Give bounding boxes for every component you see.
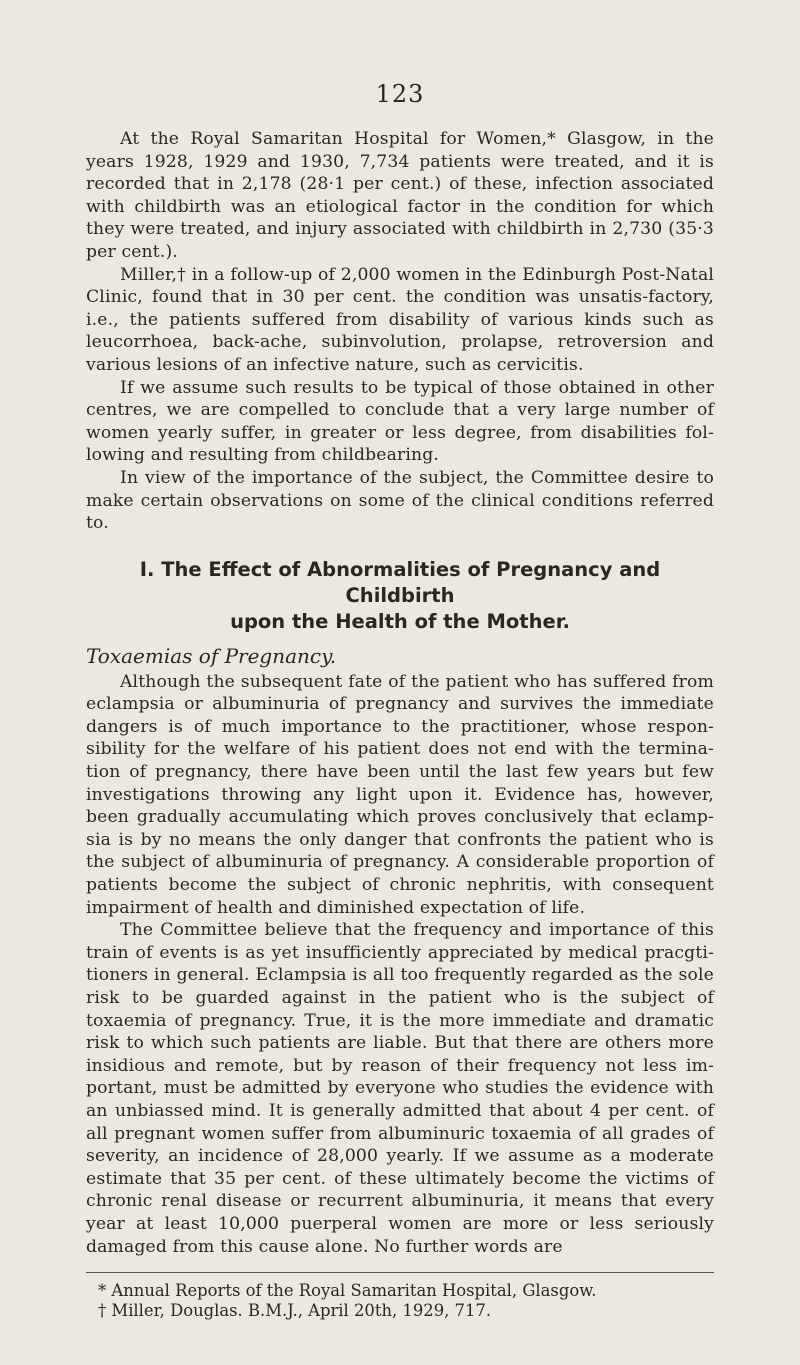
section-heading-line-1: I. The Effect of Abnormalities of Pregnancy and Childbirth (139, 557, 661, 607)
page-body (86, 128, 714, 1321)
paragraph-eclampsia-fate: Although the subsequent fate of the patient who has suffered from eclampsia or albuminuria of pregnancy and survives the immediate dangers is of much importance to the practitioner, whose respon-sibility for the welfare of his patient does not end with the termina-tion of pregnancy, there have been until the last few years but few investigations throwing any light upon it. Evidence has, however, been gradually accumulating which proves conclusively that eclamp-sia is by no means the only danger that confronts the patient who is the subject of albuminuria of pregnancy. A considerable proportion of patients become the subject of chronic nephritis, with consequent impairment of health and diminished expectation of life. (86, 671, 714, 918)
subsection-heading: Toxaemias of Pregnancy. (86, 643, 337, 668)
paragraph-assumption: If we assume such results to be typical of those obtained in other centres, we are compelled to conclude that a very large number of women yearly suffer, in greater or less degree, from disabilities fol-lowing and resulting from childbearing. (86, 377, 714, 466)
paragraph-royal-samaritan: At the Royal Samaritan Hospital for Women,* Glasgow, in the years 1928, 1929 and 1930, 7,734 patients were treated, and it is recorded that in 2,178 (28·1 per cent.) of these, infection associated with childbirth was an etiological factor in the condition for which they were treated, and injury associated with childbirth in 2,730 (35·3 per cent.). (86, 129, 714, 262)
footnote-annual-reports: * Annual Reports of the Royal Samaritan Hospital, Glasgow. (98, 1281, 597, 1301)
paragraph-committee-observations: In view of the importance of the subject, the Committee desire to make certain observations on some of the clinical conditions referred to. (86, 467, 714, 534)
page-number: 123 (375, 80, 425, 108)
section-heading (86, 557, 714, 635)
footnote-miller-reference: † Miller, Douglas. B.M.J., April 20th, 1929, 717. (98, 1301, 492, 1321)
section-heading-line-2: upon the Health of the Mother. (230, 609, 570, 633)
paragraph-committee-belief: The Committee believe that the frequency and importance of this train of events is as yet insufficiently appreciated by medical pracgti-tioners in general. Eclampsia is all too frequently regarded as the sole risk to be guarded against in the patient who is the subject of toxaemia of pregnancy. True, it is the more immediate and dramatic risk to which such patients are liable. But that there are others more insidious and remote, but by reason of their frequency not less im-portant, must be admitted by everyone who studies the evidence with an unbiassed mind. It is generally admitted that about 4 per cent. of all pregnant women suffer from albuminuric toxaemia of all grades of severity, an incidence of 28,000 yearly. If we assume as a moderate estimate that 35 per cent. of these ultimately become the victims of chronic renal disease or recurrent albuminuria, it means that every year at least 10,000 puerperal women are more or less seriously damaged from this cause alone. No further words are (86, 920, 714, 1257)
footnote-divider (86, 1272, 714, 1273)
paragraph-miller-follow-up: Miller,† in a follow-up of 2,000 women in the Edinburgh Post-Natal Clinic, found that in 30 per cent. the condition was unsatis-factory, i.e., the patients suffered from disability of various kinds such as leucorrhoea, back-ache, subinvolution, prolapse, retroversion and various lesions of an infective nature, such as cervicitis. (86, 264, 714, 375)
